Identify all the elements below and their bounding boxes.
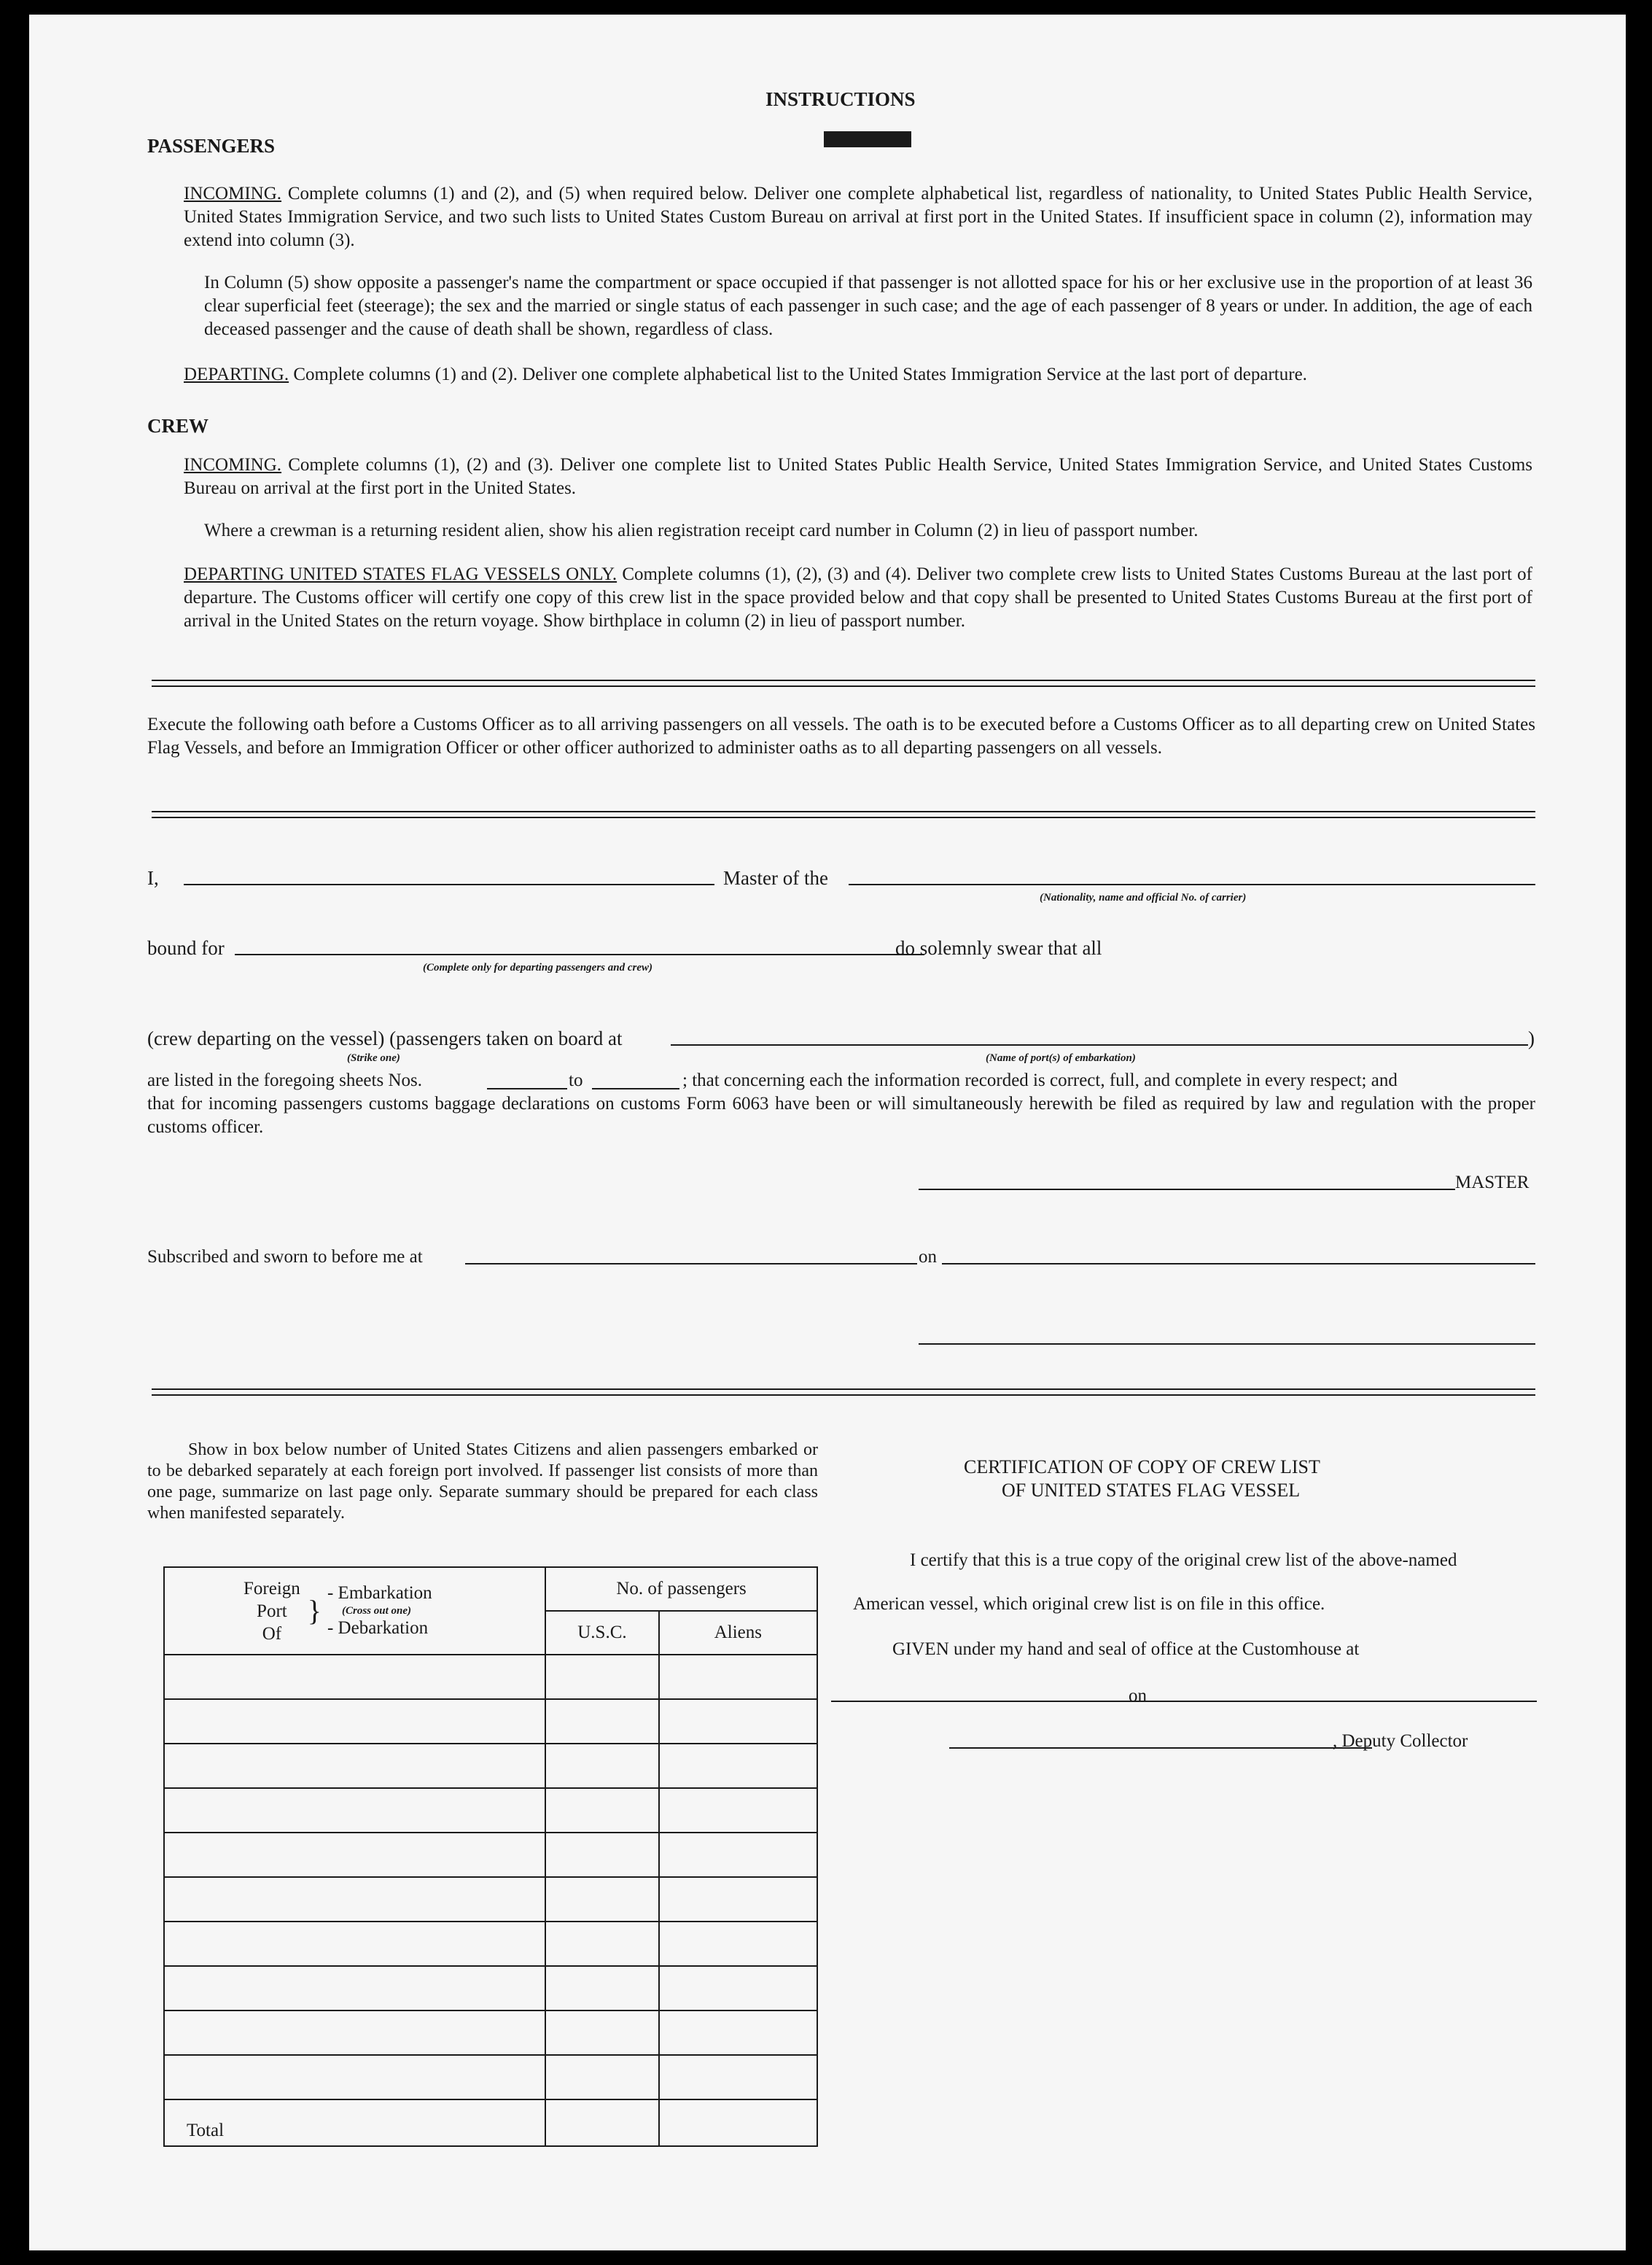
- embarkation-ports-line[interactable]: [671, 1044, 1528, 1046]
- passengers-incoming-text: Complete columns (1) and (2), and (5) when required below. Deliver one complete alphabetical list, regardless of nationality, to United States Public Health Service, United States Immigration Service, and two such lists to United States Custom Bureau on arrival at first port in the United States. If insufficient space in column (2), information may extend into column (3).: [184, 184, 1533, 250]
- certify-text-1: I certify that this is a true copy of the original crew list of the above-named: [910, 1550, 1457, 1570]
- table-row: [164, 1966, 817, 2010]
- master-signature-line[interactable]: [919, 1189, 1455, 1190]
- to-label: to: [569, 1071, 583, 1090]
- passengers-departing-paragraph: [184, 363, 1532, 386]
- sheet-from-line[interactable]: [487, 1088, 567, 1089]
- usc-total-cell[interactable]: [545, 2099, 659, 2146]
- no-passengers-header: No. of passengers: [545, 1567, 817, 1611]
- aliens-total-cell[interactable]: [659, 2099, 817, 2146]
- aliens-cell[interactable]: [659, 1877, 817, 1922]
- cross-out-label: (Cross out one): [341, 1605, 412, 1617]
- crew-resident-paragraph: Where a crewman is a returning resident alien, show his alien registration receipt card number in Column (2) in lieu of passport number.: [204, 521, 1199, 540]
- port-cell[interactable]: [164, 1699, 545, 1744]
- aliens-cell[interactable]: [659, 1699, 817, 1744]
- table-row: [164, 2055, 817, 2099]
- carrier-caption: (Nationality, name and official No. of carrier): [1040, 892, 1247, 904]
- brace-icon: }: [307, 1594, 322, 1627]
- certify-text-2: American vessel, which original crew list is on file in this office.: [853, 1594, 1325, 1614]
- usc-header: U.S.C.: [545, 1611, 659, 1655]
- summary-instruction: Show in box below number of United States Citizens and alien passengers embarked or to be debarked separately at each foreign port involved. If passenger list consists of more than one page, summarize on last page only. Separate summary should be prepared for each class when manifested separately.: [147, 1440, 818, 1523]
- subscribed-date-line[interactable]: [942, 1263, 1535, 1264]
- usc-cell[interactable]: [545, 1744, 659, 1788]
- oath-instruction: Execute the following oath before a Customs Officer as to all arriving passengers on all vessels. The oath is to be executed before a Customs Officer as to all departing crew on United States Flag Vessels, and before an Immigration Officer or other officer authorized to administer oaths as to all departing passengers on all vessels.: [147, 715, 1535, 758]
- listed-rest: that for incoming passengers customs baggage declarations on customs Form 6063 have been or will simultaneously herewith be filed as required by law and regulation with the proper customs officer.: [147, 1094, 1535, 1137]
- document-page: [29, 15, 1626, 2250]
- aliens-cell[interactable]: [659, 2010, 817, 2055]
- certification-date-line[interactable]: [1153, 1701, 1537, 1702]
- aliens-cell[interactable]: [659, 1833, 817, 1877]
- bound-for-line[interactable]: [235, 954, 924, 955]
- col-of-label: Of: [262, 1623, 282, 1644]
- aliens-cell[interactable]: [659, 1655, 817, 1699]
- usc-cell[interactable]: [545, 1922, 659, 1966]
- usc-cell[interactable]: [545, 1966, 659, 2010]
- table-row: [164, 1877, 817, 1922]
- passengers-incoming-paragraph: [184, 182, 1532, 252]
- certification-on-label: on: [1129, 1686, 1147, 1706]
- usc-cell[interactable]: [545, 1655, 659, 1699]
- usc-cell[interactable]: [545, 2055, 659, 2099]
- ports-caption: (Name of port(s) of embarkation): [986, 1052, 1136, 1064]
- officer-signature-line[interactable]: [919, 1343, 1535, 1345]
- bound-for-caption: (Complete only for departing passengers and crew): [423, 962, 652, 974]
- aliens-cell[interactable]: [659, 1788, 817, 1833]
- port-cell[interactable]: [164, 2010, 545, 2055]
- master-of-the-label: Master of the: [723, 867, 828, 889]
- table-row: [164, 1788, 817, 1833]
- oath-i-label: I,: [147, 867, 159, 889]
- subscribed-label: Subscribed and sworn to before me at: [147, 1247, 423, 1267]
- master-label: MASTER: [1455, 1173, 1530, 1192]
- usc-cell[interactable]: [545, 1877, 659, 1922]
- page-title: INSTRUCTIONS: [765, 88, 916, 110]
- table-row: [164, 2010, 817, 2055]
- crew-incoming-paragraph: [184, 454, 1532, 500]
- passengers-column5-paragraph: In Column (5) show opposite a passenger's name the compartment or space occupied if that passenger is not allotted space for his or her exclusive use in the proportion of at least 36 clear superficial feet (steerage); the sex and the married or single status of each passenger in such case; and the age of each passenger of 8 years or under. In addition, the age of each deceased passenger and the cause of death shall be shown, regardless of class.: [204, 273, 1532, 339]
- certification-heading-2: OF UNITED STATES FLAG VESSEL: [1002, 1480, 1301, 1501]
- port-cell[interactable]: [164, 2055, 545, 2099]
- port-cell[interactable]: [164, 1922, 545, 1966]
- port-cell[interactable]: [164, 1655, 545, 1699]
- carrier-line[interactable]: [849, 884, 1535, 885]
- port-cell[interactable]: [164, 1877, 545, 1922]
- table-row: [164, 1833, 817, 1877]
- passengers-departing-text: Complete columns (1) and (2). Deliver one complete alphabetical list to the United States Immigration Service at the last port of departure.: [293, 365, 1307, 384]
- aliens-header: Aliens: [659, 1611, 817, 1655]
- debarkation-label: - Debarkation: [327, 1618, 429, 1638]
- subscribed-on-label: on: [919, 1247, 937, 1267]
- customhouse-line[interactable]: [831, 1701, 1159, 1702]
- col-foreign-label: Foreign: [243, 1578, 300, 1598]
- table-row: [164, 1922, 817, 1966]
- total-label: Total: [164, 2099, 545, 2146]
- passengers-heading: PASSENGERS: [147, 135, 276, 157]
- table-row: [164, 1744, 817, 1788]
- port-cell[interactable]: [164, 1788, 545, 1833]
- strike-one-caption: (Strike one): [347, 1052, 400, 1064]
- crew-departing-text: (crew departing on the vessel) (passengers taken on board at: [147, 1027, 623, 1049]
- given-text: GIVEN under my hand and seal of office at the Customhouse at: [892, 1639, 1360, 1659]
- usc-cell[interactable]: [545, 2010, 659, 2055]
- passengers-departing-label: DEPARTING.: [184, 365, 289, 384]
- crew-departing-paragraph: [184, 563, 1532, 633]
- foreign-port-header: [164, 1567, 545, 1655]
- embarkation-label: - Embarkation: [327, 1583, 432, 1603]
- close-paren: ): [1528, 1027, 1535, 1049]
- crew-incoming-label: INCOMING.: [184, 455, 282, 475]
- redaction-mark: [824, 131, 911, 147]
- usc-cell[interactable]: [545, 1788, 659, 1833]
- crew-incoming-text: Complete columns (1), (2) and (3). Deliver one complete list to United States Public Health Service, United States Immigration Service, and United States Customs Bureau on arrival at the first port in the United States.: [184, 455, 1532, 498]
- divider-1: [152, 680, 1535, 687]
- table-row: [164, 1699, 817, 1744]
- swear-text: do solemnly swear that all: [895, 937, 1102, 959]
- sheet-to-line[interactable]: [592, 1088, 679, 1089]
- usc-cell[interactable]: [545, 1699, 659, 1744]
- listed-prefix: are listed in the foregoing sheets Nos.: [147, 1071, 422, 1090]
- aliens-cell[interactable]: [659, 1922, 817, 1966]
- divider-3: [152, 1388, 1535, 1396]
- passenger-summary-table: [163, 1566, 818, 2147]
- crew-departing-label: DEPARTING UNITED STATES FLAG VESSELS ONLY.: [184, 564, 617, 584]
- col-port-label: Port: [257, 1601, 287, 1621]
- aliens-cell[interactable]: [659, 1744, 817, 1788]
- port-cell[interactable]: [164, 1966, 545, 2010]
- bound-for-label: bound for: [147, 937, 225, 959]
- certification-heading-1: CERTIFICATION OF COPY OF CREW LIST: [964, 1456, 1320, 1477]
- aliens-cell[interactable]: [659, 1966, 817, 2010]
- aliens-cell[interactable]: [659, 2055, 817, 2099]
- deputy-signature-line[interactable]: [949, 1747, 1372, 1749]
- master-name-line[interactable]: [184, 884, 714, 885]
- port-cell[interactable]: [164, 1744, 545, 1788]
- divider-2: [152, 811, 1535, 818]
- usc-cell[interactable]: [545, 1833, 659, 1877]
- total-row: [164, 2099, 817, 2146]
- passengers-incoming-label: INCOMING.: [184, 184, 282, 203]
- subscribed-place-line[interactable]: [465, 1263, 917, 1264]
- listed-suffix: ; that concerning each the information recorded is correct, full, and complete in every respect; and: [682, 1071, 1398, 1090]
- port-cell[interactable]: [164, 1833, 545, 1877]
- deputy-collector-label: , Deputy Collector: [1333, 1731, 1468, 1751]
- crew-departing-text: Complete columns (1), (2), (3) and (4). Deliver two complete crew lists to United States Customs Bureau at the last port of departure. The Customs officer will certify one copy of this crew list in the space provided below and that copy shall be presented to United States Customs Bureau at the first port of arrival in the United States on the return voyage. Show birthplace in column (2) in lieu of passport number.: [184, 564, 1532, 631]
- crew-heading: CREW: [147, 415, 209, 437]
- table-row: [164, 1655, 817, 1699]
